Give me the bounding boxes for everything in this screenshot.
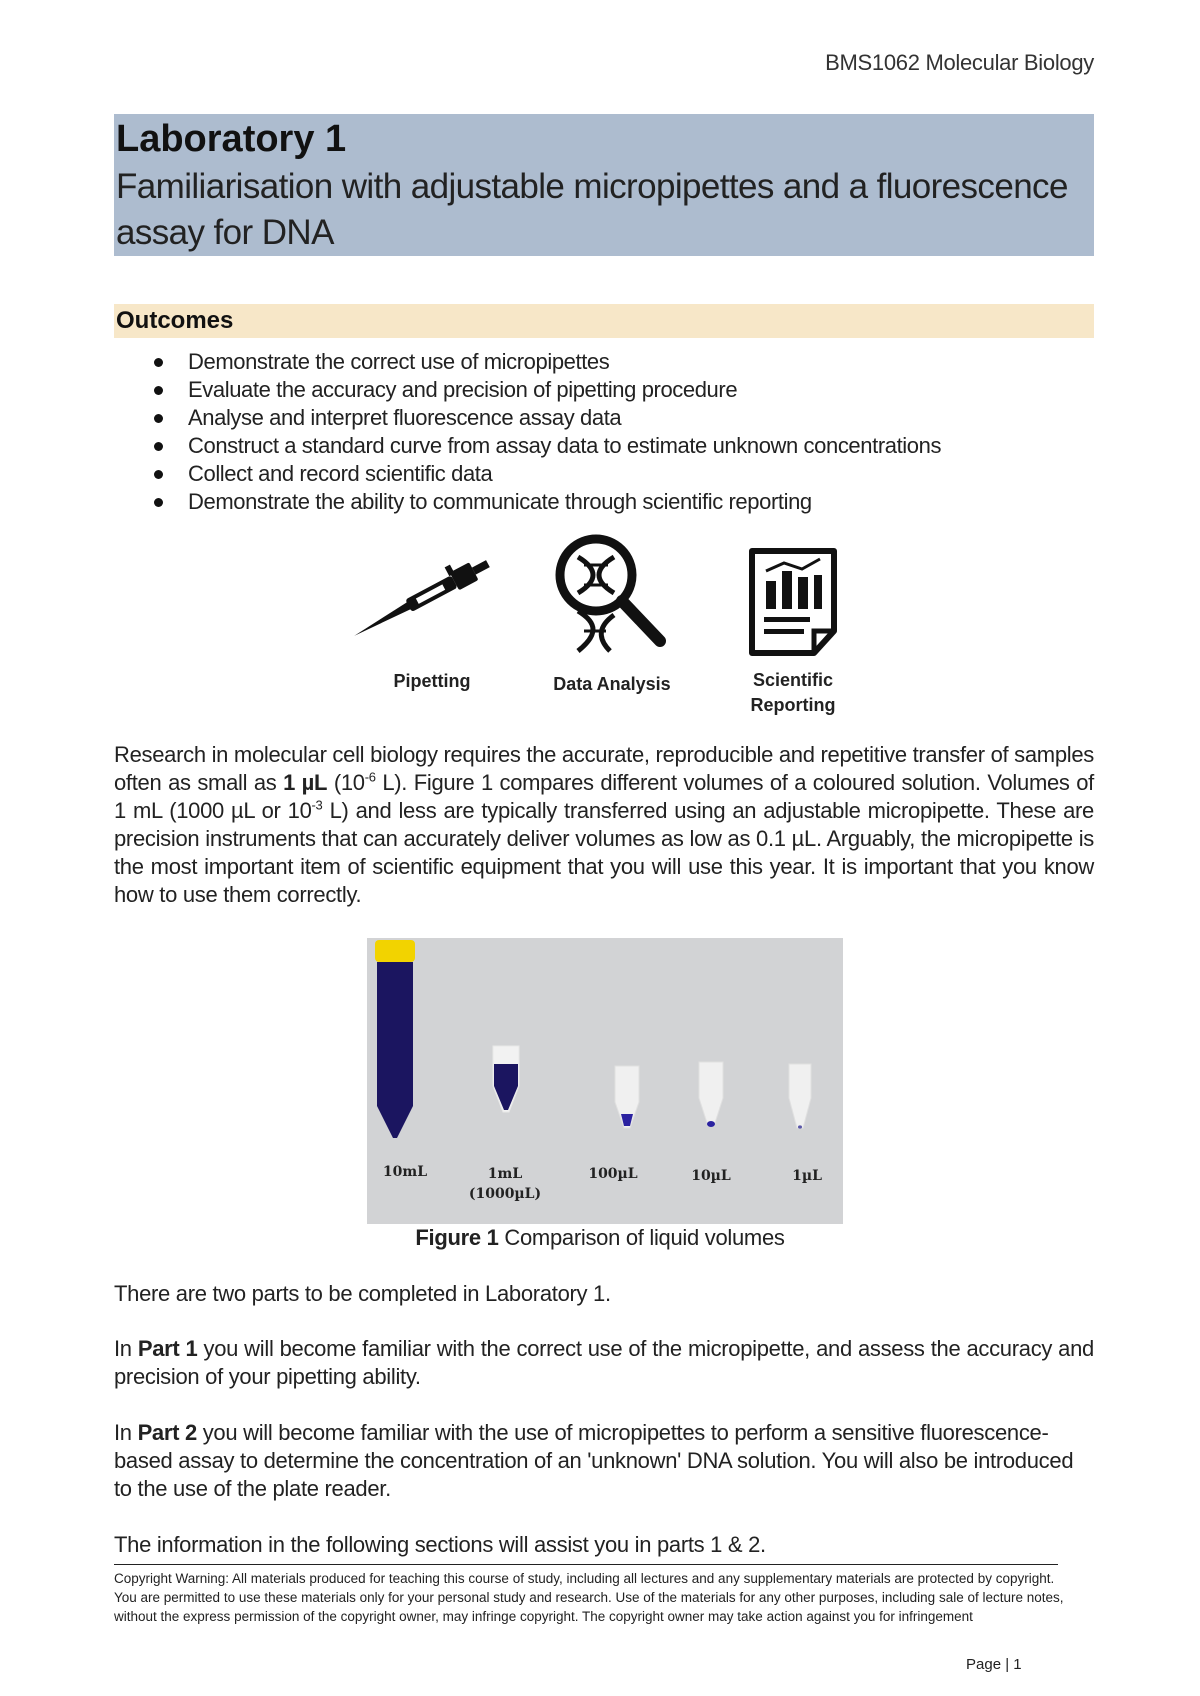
tube-label: 10mL [382,1164,428,1180]
outcome-item: Analyse and interpret fluorescence assay data [150,404,941,432]
magnifier-dna-icon [550,533,670,658]
part1-text: you will become familiar with the correct use of the micropipette, and assess the accuracy and precision of your pipetting ability. [114,1336,1094,1389]
intro-text: L). Figure 1 compares different volumes of a coloured solution. Volumes of 1 mL (1000 µL or 10 [114,770,1094,823]
pipette-icon [338,557,508,637]
outcome-item: Construct a standard curve from assay data to estimate unknown concentrations [150,432,941,460]
caption-text: Comparison of liquid volumes [498,1225,785,1250]
intro-exponent: -3 [311,797,323,813]
intro-text: Research in molecular cell biology requires the accurate, reproducible and repetitive transfer of samples often as small as [114,742,1094,795]
tube-sublabel: (1000µL) [468,1186,542,1202]
tube-10ml-cap [375,940,415,962]
info-text: The information in the following sections will assist you in parts 1 & 2. [114,1532,766,1557]
page-number: Page | 1 [966,1656,1022,1673]
reporting-label: Reporting [750,695,836,715]
lab-title: Laboratory 1 [116,118,347,160]
outcomes-heading-bar [114,304,1094,338]
title-banner [114,114,1094,256]
intro-text: L) and less are typically transferred using an adjustable micropipette. These are precision instruments that can accurately deliver volumes as low as 0.1 µL. Arguably, the micropipette is the most important item of scientific equipment that you will use this year. It is important that you know how to use them correctly. [114,798,1094,907]
figure-1-photo [367,938,843,1224]
tube-10ml [377,962,413,1138]
course-header: BMS1062 Molecular Biology [825,50,1094,75]
data-analysis-label: Data Analysis [553,674,671,694]
part1-lead: In [114,1336,138,1361]
part1-paragraph [114,1335,1094,1391]
outcome-item: Demonstrate the ability to communicate through scientific reporting [150,488,941,516]
two-parts-text: There are two parts to be completed in Laboratory 1. [114,1281,611,1306]
part2-label: Part 2 [137,1420,197,1445]
intro-text: (10 [327,770,365,795]
skills-icons [330,535,870,720]
part2-text: you will become familiar with the use of micropipettes to perform a sensitive fluorescence-based assay to determine the concentration of an 'unknown' DNA solution. You will also be introduced to the use of the plate reader. [114,1420,1074,1501]
scientific-label: Scientific [752,670,834,690]
lab-subtitle: Familiarisation with adjustable micropipettes and a fluorescence assay for DNA [116,167,1068,252]
intro-exponent: -6 [364,769,376,785]
part2-paragraph [114,1419,1089,1503]
tube-label: 1µL [792,1168,822,1184]
outcomes-list [150,348,941,516]
report-icon [746,547,842,659]
intro-bold-volume: 1 µL [283,770,328,795]
pipetting-label: Pipetting [393,671,471,691]
copyright-warning: Copyright Warning: All materials produced for teaching this course of study, including all lectures and any supplementary materials are protected by copyright. You are permitted to use these materials only for your personal study and research. Use of the materials for any other purposes, including sale of lecture notes, without the express permission of the copyright owner, may infringe copyright. The copyright owner may take action against you for infringement [114,1571,1064,1624]
outcome-item: Collect and record scientific data [150,460,941,488]
outcome-item: Evaluate the accuracy and precision of pipetting procedure [150,376,941,404]
scientific-reporting-label [738,668,848,718]
tube-label: 10µL [691,1168,731,1184]
intro-paragraph [114,741,1094,909]
outcomes-heading: Outcomes [116,307,234,334]
tubes-illustration [367,938,843,1224]
part1-label: Part 1 [137,1336,198,1361]
figure-1-caption [0,1225,1200,1251]
caption-label: Figure 1 [415,1225,499,1250]
outcome-item: Demonstrate the correct use of micropipettes [150,348,941,376]
tube-label: 100µL [588,1166,638,1182]
footer-divider [114,1564,1058,1565]
part2-lead: In [114,1420,138,1445]
tube-label: 1mL [487,1166,523,1182]
